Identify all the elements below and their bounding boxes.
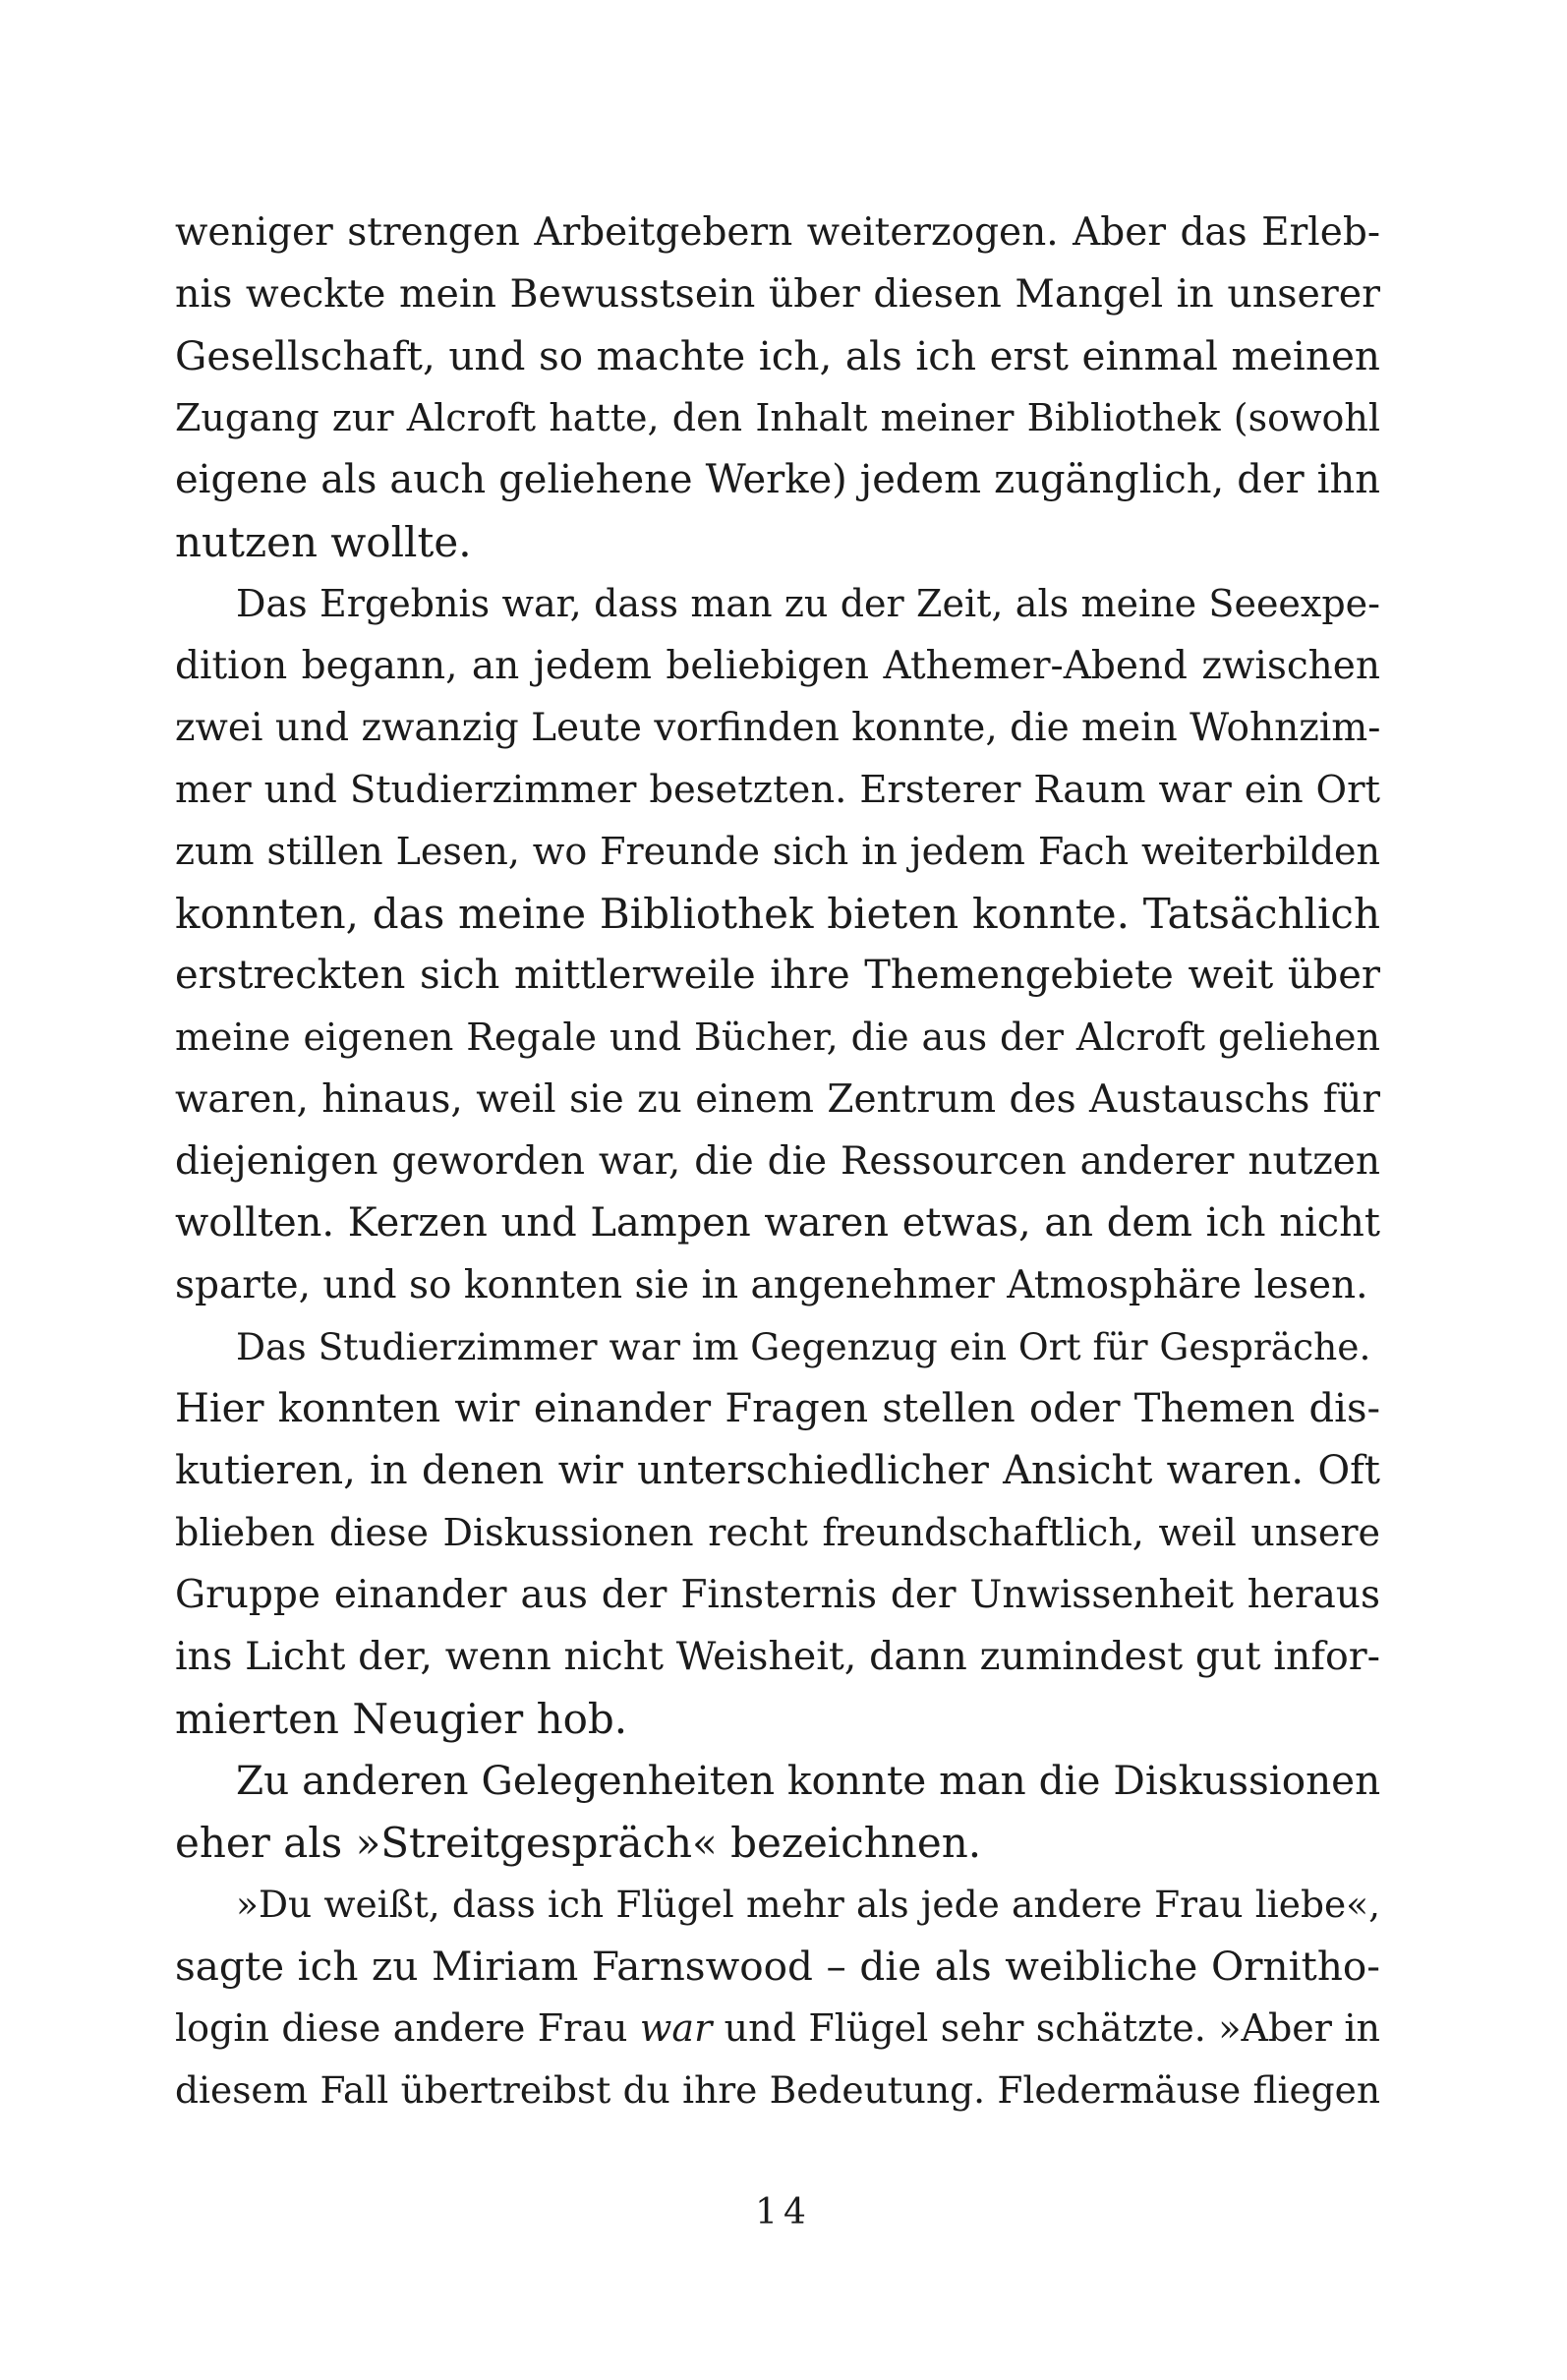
text-line: Hier konnten wir einander Fragen stellen oder Themen dis- xyxy=(175,1386,1380,1431)
text-line: ins Licht der, wenn nicht Weisheit, dann zumindest gut infor- xyxy=(175,1634,1380,1679)
text-line: eher als »Streitgespräch« bezeichnen. xyxy=(175,1819,982,1867)
text-line: waren, hinaus, weil sie zu einem Zentrum des Austauschs für xyxy=(175,1077,1380,1122)
text-line: login diese andere Frau war und Flügel sehr schätzte. »Aber in xyxy=(175,2006,1380,2050)
text-line: Gruppe einander aus der Finsternis der Unwissenheit heraus xyxy=(175,1573,1380,1617)
text-line: zum stillen Lesen, wo Freunde sich in jedem Fach weiterbilden xyxy=(175,830,1380,873)
text-line: mer und Studierzimmer besetzten. Ersterer Raum war ein Ort xyxy=(175,768,1380,812)
text-line: eigene als auch geliehene Werke) jedem zugänglich, der ihn xyxy=(175,457,1380,502)
text-line: »Du weißt, dass ich Flügel mehr als jede andere Frau liebe«, xyxy=(236,1883,1380,1926)
text-line: sparte, und so konnten sie in angenehmer Atmosphäre lesen. xyxy=(175,1263,1368,1307)
text-line: mierten Neugier hob. xyxy=(175,1695,628,1743)
text-line: Gesellschaft, und so machte ich, als ich erst einmal meinen xyxy=(175,332,1380,379)
text-line: kutieren, in denen wir unterschiedlicher Ansicht waren. Oft xyxy=(175,1448,1380,1493)
text-line: diesem Fall übertreibst du ihre Bedeutung. Fledermäuse fliegen xyxy=(175,2068,1380,2112)
text-line: diejenigen geworden war, die die Ressourcen anderer nutzen xyxy=(175,1139,1380,1184)
text-line: dition begann, an jedem beliebigen Athemer-Abend zwischen xyxy=(175,644,1380,688)
text-line: meine eigenen Regale und Bücher, die aus der Alcroft geliehen xyxy=(175,1016,1380,1059)
body-text xyxy=(175,202,1380,2121)
page-number: 14 xyxy=(755,2192,812,2233)
text-line: Zugang zur Alcroft hatte, den Inhalt meiner Bibliothek (sowohl xyxy=(175,396,1380,439)
text-line: weniger strengen Arbeitgebern weiterzogen. Aber das Erleb- xyxy=(175,210,1380,255)
text-line: sagte ich zu Miriam Farnswood – die als weibliche Ornitho- xyxy=(175,1943,1380,1990)
text-line: Zu anderen Gelegenheiten konnte man die Diskussionen xyxy=(236,1757,1380,1804)
text-line: blieben diese Diskussionen recht freundschaftlich, weil unsere xyxy=(175,1511,1380,1554)
text-line: zwei und zwanzig Leute vorfinden konnte, die mein Wohnzim- xyxy=(175,706,1380,750)
text-line: konnten, das meine Bibliothek bieten konnte. Tatsächlich xyxy=(175,890,1380,938)
text-line: Das Studierzimmer war im Gegenzug ein Ort für Gespräche. xyxy=(236,1325,1371,1368)
text-line: Das Ergebnis war, dass man zu der Zeit, als meine Seeexpe- xyxy=(236,582,1380,625)
text-line: nutzen wollte. xyxy=(175,518,472,566)
text-line: nis weckte mein Bewusstsein über diesen Mangel in unserer xyxy=(175,271,1380,317)
text-line: wollten. Kerzen und Lampen waren etwas, an dem ich nicht xyxy=(175,1200,1380,1246)
text-line: erstreckten sich mittlerweile ihre Themengebiete weit über xyxy=(175,953,1380,998)
